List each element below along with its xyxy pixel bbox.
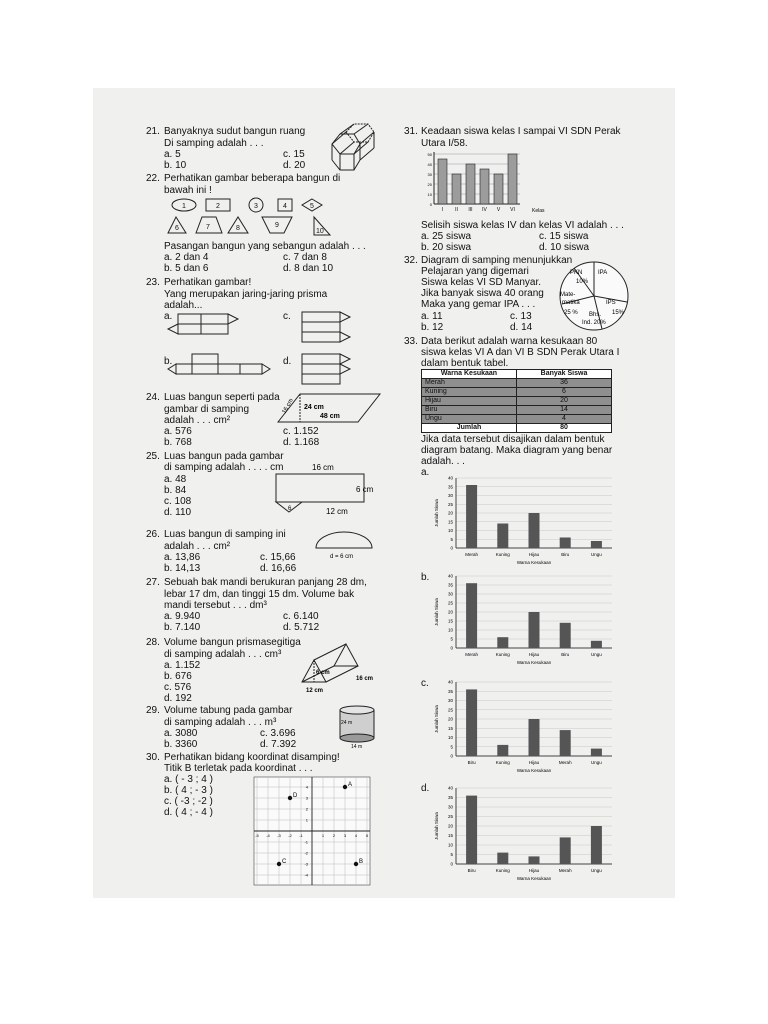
q33-line4: Jika data tersebut disajikan dalam bentuk <box>421 434 605 445</box>
y-tick-label: -4 <box>304 872 308 878</box>
pie-label: 15% <box>612 310 625 316</box>
q26-number: 26. <box>146 529 160 540</box>
q33-line6: adalah. . . <box>421 456 465 467</box>
q25-number: 25. <box>146 451 160 462</box>
q24-parallelogram-figure <box>276 392 386 426</box>
point-a <box>343 785 347 789</box>
bar <box>591 641 602 648</box>
q33-table <box>421 369 612 433</box>
x-tick-label: V <box>496 207 501 213</box>
table-cell: 6 <box>517 388 612 397</box>
q26-line1: Luas bangun di samping ini <box>164 529 286 540</box>
x-tick-label: Hijau <box>528 552 540 557</box>
q31-line1: Keadaan siswa kelas I sampai VI SDN Perak <box>421 126 621 137</box>
x-tick-label: -3 <box>277 833 281 838</box>
q30-line1: Perhatikan bidang koordinat disamping! <box>164 752 340 763</box>
q24-line2: gambar di samping <box>164 404 250 415</box>
q24-option-b: b. 768 <box>164 437 192 448</box>
y-tick-label: 25 <box>447 814 453 819</box>
table-cell: Merah <box>422 379 517 388</box>
bar <box>497 637 508 648</box>
y-tick-label: 3 <box>305 795 308 801</box>
q26-line2: adalah . . . cm² <box>164 541 231 552</box>
q25-option-c: c. 108 <box>164 496 192 507</box>
bar <box>591 541 602 548</box>
y-tick-label: 40 <box>447 573 453 579</box>
q31-option-c: c. 15 siswa <box>539 231 589 242</box>
q24-option-c: c. 1.152 <box>283 426 319 437</box>
q22-shape-label: 4 <box>283 203 287 210</box>
bar <box>560 623 571 648</box>
bar <box>494 174 503 204</box>
bar <box>591 826 602 864</box>
q33-chart-d <box>426 782 616 888</box>
q32-pie-chart <box>556 258 632 334</box>
q24-dim-label: 24 cm <box>304 404 324 411</box>
table-cell: Ungu <box>422 415 517 424</box>
q32-line1: Diagram di samping menunjukkan <box>421 255 573 266</box>
x-tick-label: Hijau <box>528 868 540 873</box>
q22-option-c: c. 7 dan 8 <box>283 252 327 263</box>
bar <box>466 689 477 756</box>
y-tick-label: 35 <box>447 688 453 694</box>
pie-label: 25 % <box>564 310 578 316</box>
q32-line5: Maka yang gemar IPA . . . <box>421 299 536 310</box>
y-tick-label: 30 <box>447 804 453 810</box>
q28-dim-label: 16 cm <box>356 676 374 682</box>
q32-option-b: b. 12 <box>421 322 444 333</box>
q32-line3: Siswa kelas VI SD Manyar. <box>421 277 542 288</box>
y-tick-label: 5 <box>450 744 453 750</box>
bar <box>438 159 447 204</box>
table-total-value: 80 <box>517 424 612 433</box>
q26-semicircle-figure <box>312 528 378 560</box>
q23-net-d <box>296 352 356 388</box>
table-header: Banyak Siswa <box>517 370 612 379</box>
bar <box>466 796 477 864</box>
q23-option-b: b. <box>164 356 173 367</box>
y-tick-label: 40 <box>447 475 453 481</box>
bar <box>466 583 477 648</box>
q25-dim-label: 6 <box>288 506 292 512</box>
x-tick-label: 5 <box>365 833 369 838</box>
q33-option-a: a. <box>421 467 430 478</box>
q30-option-a: a. ( - 3 ; 4 ) <box>164 774 213 785</box>
table-cell: Biru <box>422 406 517 415</box>
y-tick-label: 50 <box>427 152 432 157</box>
y-tick-label: 10 <box>427 192 432 197</box>
q23-net-c <box>296 310 356 346</box>
bar <box>497 853 508 864</box>
bar <box>529 719 540 756</box>
q33-chart-a <box>426 472 616 572</box>
x-axis-label: Warna Kesukaan <box>516 560 552 565</box>
x-tick-label: Biru <box>561 652 570 657</box>
x-axis-label: Warna Kesukaan <box>516 660 552 665</box>
q33-option-d: d. <box>421 783 430 794</box>
q29-option-a: a. 3080 <box>164 728 198 739</box>
q25-dim-label: 12 cm <box>326 507 348 516</box>
q21-line2: Di samping adalah . . . <box>164 138 264 149</box>
y-tick-label: 30 <box>447 591 453 597</box>
q27-line2: lebar 17 dm, dan tinggi 15 dm. Volume bak <box>164 589 355 600</box>
point-label: C <box>282 859 287 865</box>
q23-option-d: d. <box>283 356 292 367</box>
x-tick-label: -4 <box>266 833 270 838</box>
y-tick-label: -3 <box>304 861 308 867</box>
point-b <box>354 862 358 866</box>
q27-option-d: d. 5.712 <box>283 622 320 633</box>
x-tick-label: Biru <box>467 868 476 873</box>
bar <box>529 513 540 548</box>
q22-shapes-figure <box>164 195 354 239</box>
q26-dim-label: d = 6 cm <box>330 554 354 560</box>
q33-chart-b <box>426 570 616 672</box>
q31-line2: Utara I/58. <box>421 138 468 149</box>
q22-line3: Pasangan bangun yang sebangun adalah . . . <box>164 241 366 252</box>
q33-option-b: b. <box>421 572 430 583</box>
x-tick-label: Kuning <box>495 760 510 765</box>
x-tick-label: 2 <box>332 833 336 838</box>
q22-number: 22. <box>146 173 160 184</box>
point-label: D <box>293 793 298 799</box>
y-tick-label: 30 <box>447 493 453 498</box>
q27-option-c: c. 6.140 <box>283 611 319 622</box>
x-tick-label: -1 <box>299 833 303 838</box>
q24-dim-label: 48 cm <box>320 413 340 420</box>
x-tick-label: Biru <box>561 552 570 557</box>
q26-option-d: d. 16,66 <box>260 563 297 574</box>
y-tick-label: 5 <box>450 536 453 542</box>
q30-option-d: d. ( 4 ; - 4 ) <box>164 807 213 818</box>
y-tick-label: 25 <box>447 501 453 507</box>
q23-option-c: c. <box>283 311 291 322</box>
table-cell: Kuning <box>422 388 517 397</box>
bar <box>508 154 517 204</box>
y-tick-label: 40 <box>447 785 453 791</box>
bar <box>497 524 508 549</box>
q27-option-a: a. 9.940 <box>164 611 201 622</box>
y-tick-label: 20 <box>427 182 432 187</box>
x-tick-label: 3 <box>343 833 347 838</box>
q28-line1: Volume bangun prismasegitiga <box>164 637 301 648</box>
q28-dim-label: 12 cm <box>306 688 324 694</box>
q30-line2: Titik B terletak pada koordinat . . . <box>164 763 313 774</box>
y-tick-label: 20 <box>447 609 453 615</box>
x-tick-label: II <box>455 207 458 213</box>
y-axis-label: Jumlah Siswa <box>434 812 439 840</box>
y-tick-label: 0 <box>450 861 453 867</box>
y-tick-label: 25 <box>447 600 453 606</box>
q21-option-b: b. 10 <box>164 160 187 171</box>
x-tick-label: Merah <box>558 868 572 873</box>
q29-option-b: b. 3360 <box>164 739 198 750</box>
y-tick-label: 15 <box>447 725 453 731</box>
pie-label: Ind. 20% <box>582 320 606 326</box>
y-tick-label: 35 <box>447 582 453 588</box>
q29-cylinder-figure <box>336 704 380 750</box>
x-tick-label: Kuning <box>495 868 510 873</box>
y-tick-label: 30 <box>427 172 432 177</box>
q29-dim-label: 24 m <box>341 720 353 726</box>
q31-option-d: d. 10 siswa <box>539 242 590 253</box>
y-tick-label: 4 <box>305 784 308 790</box>
y-tick-label: 10 <box>447 528 453 533</box>
table-cell: 4 <box>517 415 612 424</box>
q30-coordinate-grid <box>252 775 372 887</box>
q23-line2: Yang merupakan jaring-jaring prisma <box>164 289 328 300</box>
q27-line1: Sebuah bak mandi berukuran panjang 28 dm, <box>164 577 367 588</box>
q31-bar-chart <box>420 150 550 218</box>
table-cell: 20 <box>517 397 612 406</box>
q22-option-a: a. 2 dan 4 <box>164 252 209 263</box>
q21-prism-figure <box>326 122 382 174</box>
q27-line3: mandi tersebut . . . dm³ <box>164 600 267 611</box>
x-axis-label: Warna Kesukaan <box>516 768 552 773</box>
q24-option-d: d. 1.168 <box>283 437 320 448</box>
x-tick-label: IV <box>482 207 487 213</box>
q32-option-d: d. 14 <box>510 322 533 333</box>
q22-shape-label: 10 <box>316 228 324 235</box>
q21-line1: Banyaknya sudut bangun ruang <box>164 126 306 137</box>
point-label: A <box>348 782 353 788</box>
q22-shape-label: 8 <box>236 225 240 232</box>
q22-shape-label: 2 <box>216 203 220 210</box>
y-tick-label: 1 <box>305 817 308 823</box>
bar <box>560 837 571 864</box>
bar <box>529 612 540 648</box>
q29-number: 29. <box>146 705 160 716</box>
q32-option-a: a. 11 <box>421 311 443 322</box>
x-tick-label: -2 <box>288 833 292 838</box>
q21-option-c: c. 15 <box>283 149 305 160</box>
x-tick-label: VI <box>510 207 515 213</box>
q28-number: 28. <box>146 637 160 648</box>
q21-number: 21. <box>146 126 160 137</box>
x-tick-label: Merah <box>465 652 478 657</box>
q33-number: 33. <box>404 336 418 347</box>
q33-line2: siswa kelas VI A dan VI B SDN Perak Utara I <box>421 347 620 358</box>
q22-line1: Perhatikan gambar beberapa bangun di <box>164 173 341 184</box>
q25-option-d: d. 110 <box>164 507 192 518</box>
y-axis-label: Jumlah Siswa <box>434 499 439 527</box>
bar <box>560 538 571 549</box>
q24-dim-label: 16 cm <box>281 397 295 415</box>
x-tick-label: 1 <box>321 833 325 838</box>
q29-option-d: d. 7.392 <box>260 739 297 750</box>
x-tick-label: Hijau <box>528 760 540 765</box>
y-tick-label: -2 <box>304 850 308 856</box>
q27-number: 27. <box>146 577 160 588</box>
x-tick-label: Biru <box>467 760 476 765</box>
x-tick-label: Ungu <box>591 552 602 557</box>
y-tick-label: 20 <box>447 510 453 516</box>
bar <box>591 749 602 756</box>
x-tick-label: Ungu <box>591 652 602 657</box>
q28-option-d: d. 192 <box>164 693 192 704</box>
y-tick-label: 25 <box>447 707 453 713</box>
q28-prism-figure <box>298 640 384 694</box>
q24-line1: Luas bangun seperti pada <box>164 392 280 403</box>
q24-number: 24. <box>146 392 160 403</box>
x-tick-label: Kuning <box>495 552 510 557</box>
q31-option-a: a. 25 siswa <box>421 231 472 242</box>
y-tick-label: 0 <box>429 202 432 207</box>
y-tick-label: 2 <box>305 806 308 812</box>
q26-option-a: a. 13,86 <box>164 552 201 563</box>
x-tick-label: Ungu <box>591 868 602 873</box>
q25-dim-label: 6 cm <box>356 485 374 494</box>
point-c <box>277 862 281 866</box>
y-tick-label: 35 <box>447 484 453 490</box>
q29-option-c: c. 3.696 <box>260 728 296 739</box>
x-axis-label: Kelas <box>532 208 545 214</box>
table-cell: 36 <box>517 379 612 388</box>
y-axis-label: Jumlah Siswa <box>434 705 439 733</box>
q28-line2: di samping adalah . . . cm³ <box>164 649 282 660</box>
q22-shape-label: 3 <box>254 203 258 210</box>
q22-shape-label: 9 <box>275 222 279 229</box>
pie-label: Bhs. <box>589 312 602 318</box>
q29-dim-label: 14 m <box>351 744 363 750</box>
x-tick-label: Merah <box>558 760 572 765</box>
q29-line2: di samping adalah . . . m³ <box>164 717 277 728</box>
q22-shape-label: 7 <box>206 224 210 231</box>
x-tick-label: Ungu <box>591 760 602 765</box>
bar <box>480 169 489 204</box>
q32-option-c: c. 13 <box>510 311 532 322</box>
q29-line1: Volume tabung pada gambar <box>164 705 293 716</box>
pie-label: PKN <box>570 270 583 276</box>
y-tick-label: 10 <box>447 627 453 633</box>
q26-option-b: b. 14,13 <box>164 563 201 574</box>
y-axis-label: Jumlah Siswa <box>434 598 439 626</box>
pie-label: 10% <box>576 279 589 285</box>
x-tick-label: III <box>468 207 473 213</box>
q25-option-b: b. 84 <box>164 485 187 496</box>
q24-line3: adalah . . . cm² <box>164 415 231 426</box>
y-tick-label: 15 <box>447 519 453 525</box>
y-tick-label: 40 <box>447 679 453 685</box>
q25-option-a: a. 48 <box>164 474 187 485</box>
y-tick-label: 40 <box>427 162 432 167</box>
y-tick-label: 35 <box>447 795 453 800</box>
y-tick-label: 20 <box>447 716 453 722</box>
q23-net-b <box>166 352 276 382</box>
x-tick-label: Hijau <box>528 652 540 657</box>
q28-option-a: a. 1.152 <box>164 660 201 671</box>
q23-number: 23. <box>146 277 160 288</box>
q22-line2: bawah ini ! <box>164 185 212 196</box>
q28-option-c: c. 576 <box>164 682 192 693</box>
point-label: B <box>359 859 364 865</box>
q31-number: 31. <box>404 126 418 137</box>
q25-dim-label: 16 cm <box>312 463 334 472</box>
q31-line3: Selisih siswa kelas IV dan kelas VI adalah . . . <box>421 220 624 231</box>
q32-line2: Pelajaran yang digemari <box>421 266 529 277</box>
x-axis-label: Warna Kesukaan <box>516 876 552 881</box>
y-tick-label: 0 <box>450 545 453 551</box>
q33-line1: Data berikut adalah warna kesukaan 80 <box>421 336 598 347</box>
pie-label: IPS <box>606 300 616 306</box>
x-tick-label: -5 <box>255 833 259 838</box>
q32-line4: Jika banyak siswa 40 orang <box>421 288 544 299</box>
q32-number: 32. <box>404 255 418 266</box>
y-tick-label: 0 <box>450 645 453 651</box>
x-tick-label: I <box>441 207 444 213</box>
q22-option-b: b. 5 dan 6 <box>164 263 209 274</box>
pie-label: Mate- <box>560 292 576 298</box>
pie-label: IPA <box>598 270 608 276</box>
y-tick-label: 10 <box>447 735 453 740</box>
table-header: Warna Kesukaan <box>422 370 517 379</box>
q33-line3: dalam bentuk tabel. <box>421 358 509 369</box>
bar <box>529 856 540 864</box>
x-tick-label: 4 <box>354 833 358 838</box>
q33-line5: diagram batang. Maka diagram yang benar <box>421 445 613 456</box>
q30-option-c: c. ( -3 ; -2 ) <box>164 796 213 807</box>
q22-option-d: d. 8 dan 10 <box>283 263 334 274</box>
q25-line2: di samping adalah . . . . cm <box>164 462 284 473</box>
q33-chart-c <box>426 676 616 780</box>
bar <box>452 174 461 204</box>
q27-option-b: b. 7.140 <box>164 622 201 633</box>
q23-option-a: a. <box>164 311 173 322</box>
bar <box>560 730 571 756</box>
q28-dim-label: 6 cm <box>316 670 330 676</box>
q31-option-b: b. 20 siswa <box>421 242 472 253</box>
y-tick-label: -1 <box>304 839 308 845</box>
y-tick-label: 5 <box>450 636 453 642</box>
q22-shape-label: 5 <box>310 203 314 210</box>
q23-line1: Perhatikan gambar! <box>164 277 252 288</box>
q28-option-b: b. 676 <box>164 671 192 682</box>
q21-option-d: d. 20 <box>283 160 306 171</box>
q30-option-b: b. ( 4 ; - 3 ) <box>164 785 213 796</box>
table-total-label: Jumlah <box>422 424 517 433</box>
y-tick-label: 0 <box>450 753 453 759</box>
table-cell: Hijau <box>422 397 517 406</box>
pie-label: matika <box>562 300 580 306</box>
table-cell: 14 <box>517 406 612 415</box>
y-tick-label: 20 <box>447 823 453 829</box>
q25-line1: Luas bangun pada gambar <box>164 451 284 462</box>
q25-figure <box>268 460 384 520</box>
q23-line3: adalah... <box>164 300 203 311</box>
bar <box>466 485 477 548</box>
q22-shape-label: 1 <box>182 203 186 210</box>
q30-number: 30. <box>146 752 160 763</box>
q24-option-a: a. 576 <box>164 426 192 437</box>
bar <box>497 745 508 756</box>
q23-net-a <box>166 312 266 342</box>
y-tick-label: 15 <box>447 618 453 624</box>
point-d <box>288 796 292 800</box>
y-tick-label: 5 <box>450 852 453 857</box>
y-tick-label: 15 <box>447 833 453 838</box>
x-tick-label: Kuning <box>495 652 510 657</box>
y-tick-label: 30 <box>447 698 453 703</box>
x-tick-label: Merah <box>465 552 478 557</box>
q26-option-c: c. 15,66 <box>260 552 296 563</box>
q22-shape-label: 6 <box>175 225 179 232</box>
q33-option-c: c. <box>421 678 429 689</box>
y-tick-label: 10 <box>447 842 453 848</box>
bar <box>466 164 475 204</box>
q21-option-a: a. 5 <box>164 149 181 160</box>
